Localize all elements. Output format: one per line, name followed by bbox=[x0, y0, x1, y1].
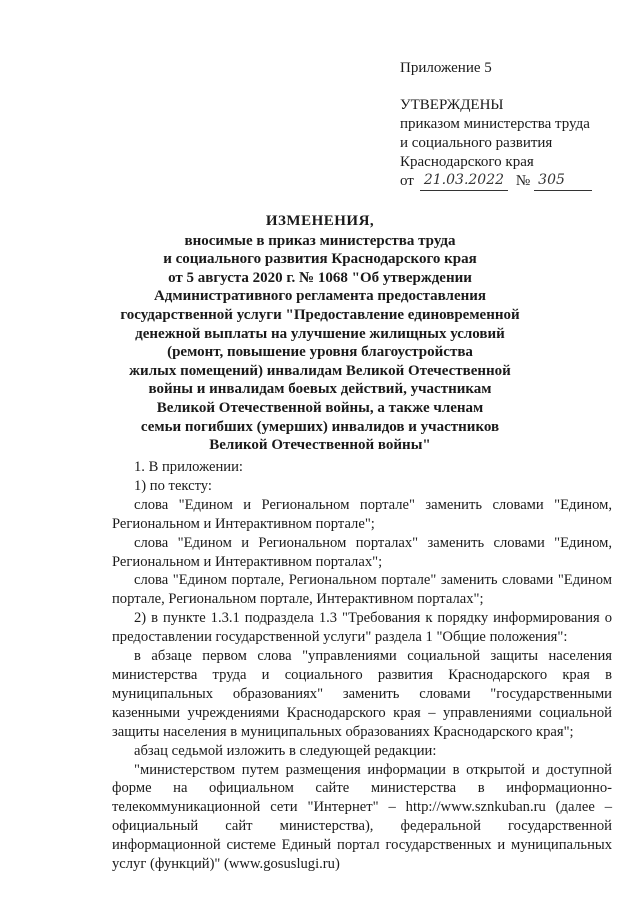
approval-date-line bbox=[400, 172, 592, 191]
approved-label: УТВЕРЖДЕНЫ bbox=[400, 97, 504, 113]
title-line: от 5 августа 2020 г. № 1068 "Об утверждении bbox=[168, 269, 472, 286]
document-title bbox=[40, 212, 600, 455]
body-paragraph: в абзаце первом слова "управлениями социальной защиты населения министерства труда и социального развития Краснодарского края в муниципальных образованиях" заменить словами "государственными казенными учреждениями Краснодарского края – управлениями социальной защиты населения в муниципальных образованиях Краснодарского края"; bbox=[112, 648, 612, 740]
body-paragraph: 1. В приложении: bbox=[134, 459, 243, 475]
body-paragraph: слова "Едином и Региональном портале" заменить словами "Едином, Региональном и Интерактивном портале"; bbox=[112, 496, 612, 532]
body-paragraph: слова "Едином портале, Региональном портале" заменить словами "Едином портале, Региональном портале, Интерактивном порталах"; bbox=[112, 572, 612, 608]
title-line: войны и инвалидам боевых действий, участникам bbox=[148, 381, 492, 398]
body-paragraph: абзац седьмой изложить в следующей редакции: bbox=[134, 742, 437, 759]
title-line: Административного регламента предоставления bbox=[153, 288, 487, 305]
title-line: (ремонт, повышение уровня благоустройства bbox=[167, 344, 473, 361]
approval-block bbox=[400, 96, 592, 191]
document-body bbox=[112, 458, 612, 874]
title-line: и социального развития Краснодарского края bbox=[163, 251, 477, 268]
number-prefix: № bbox=[515, 172, 531, 189]
approval-line-2: и социального развития bbox=[400, 135, 553, 151]
title-line: государственной услуги "Предоставление единовременной bbox=[120, 306, 520, 323]
title-line: семьи погибших (умерших) инвалидов и участников bbox=[140, 418, 500, 435]
body-paragraph: 2) в пункте 1.3.1 подраздела 1.3 "Требования к порядку информирования о предоставлении государственной услуги" раздела 1 "Общие положения": bbox=[112, 610, 612, 646]
handwritten-date: 21.03.2022 bbox=[420, 171, 508, 192]
handwritten-number: 305 bbox=[534, 171, 592, 192]
title-line: Великой Отечественной войны" bbox=[209, 437, 431, 454]
title-line: жилых помещений) инвалидам Великой Отечественной bbox=[129, 362, 511, 379]
date-prefix: от bbox=[400, 172, 414, 189]
title-line: вносимые в приказ министерства труда bbox=[184, 232, 456, 249]
body-paragraph: слова "Едином и Региональном порталах" заменить словами "Едином, Региональном и Интерактивном порталах"; bbox=[112, 534, 612, 570]
body-paragraph: 1) по тексту: bbox=[134, 477, 212, 494]
approval-line-1: приказом министерства труда bbox=[400, 116, 590, 132]
title-heading: ИЗМЕНЕНИЯ, bbox=[265, 213, 375, 229]
body-paragraph: "министерством путем размещения информации в открытой и доступной форме на официальном сайте министерства в информационно-телекоммуникационной сети "Интернет" – http://www.sznkuban.ru (далее – официальный сайт министерства), федеральной государственной информационной системе Единый портал государственных и муниципальных услуг (функций)" (www.gosuslugi.ru) bbox=[112, 761, 612, 873]
appendix-label: Приложение 5 bbox=[400, 60, 492, 76]
approval-line-3: Краснодарского края bbox=[400, 154, 534, 170]
title-line: Великой Отечественной войны, а также членам bbox=[156, 399, 484, 416]
title-line: денежной выплаты на улучшение жилищных условий bbox=[135, 325, 505, 342]
